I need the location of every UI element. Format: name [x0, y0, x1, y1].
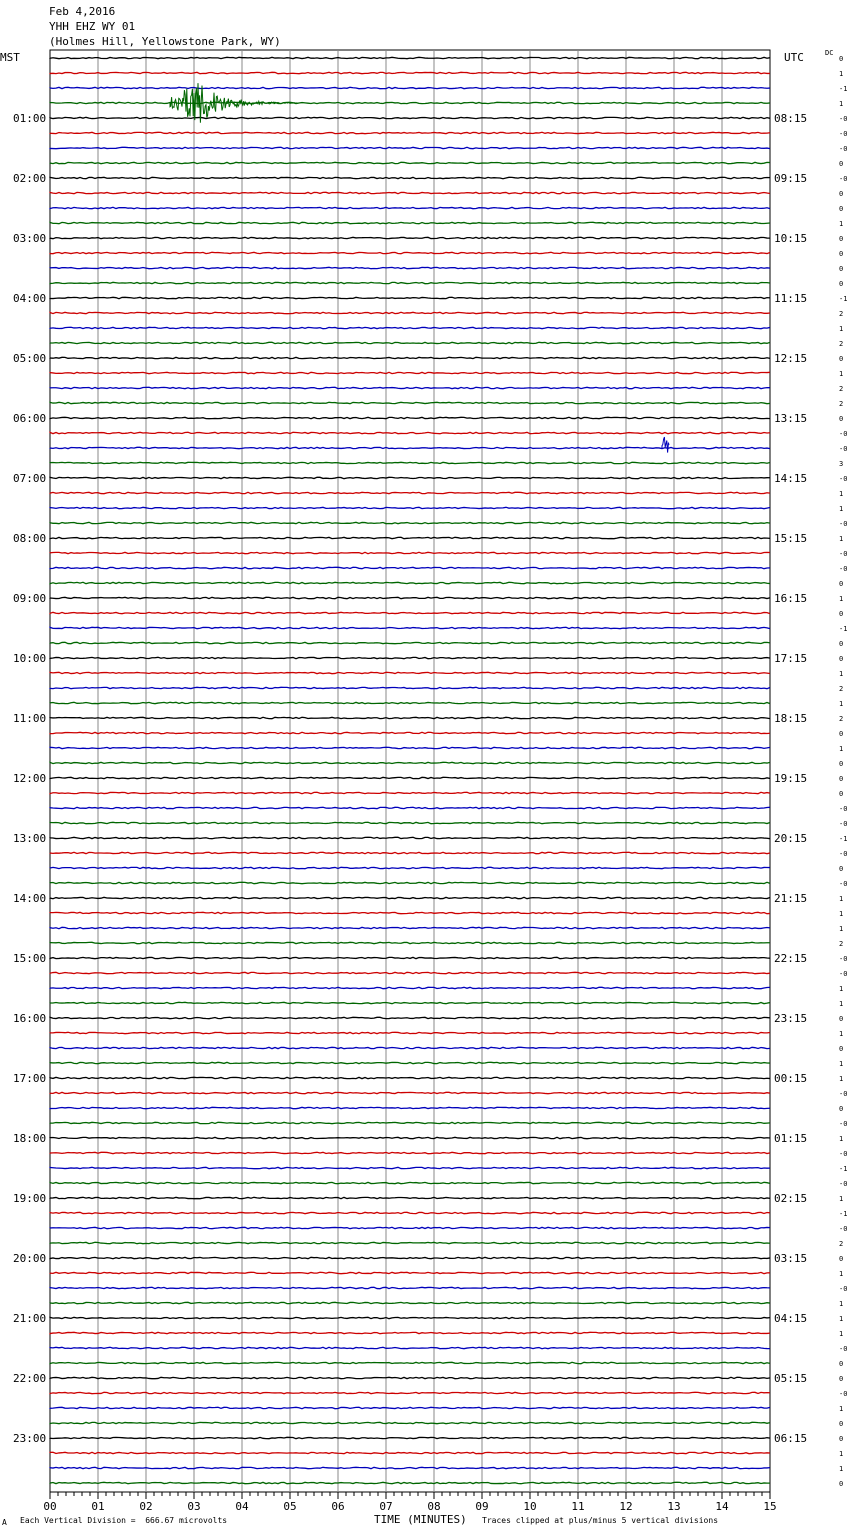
dc-offset-label: 2 — [839, 685, 844, 693]
dc-offset-label: 1 — [839, 925, 844, 933]
dc-offset-label: -1 — [839, 1210, 848, 1218]
dc-offset-label: 2 — [839, 1240, 844, 1248]
seismic-trace — [50, 1287, 770, 1288]
mst-hour-label: 16:00 — [13, 1012, 47, 1025]
dc-offset-label: 1 — [839, 1330, 844, 1338]
mst-hour-label: 09:00 — [13, 592, 47, 605]
dc-offset-label: -1 — [839, 835, 848, 843]
dc-offset-label: 0 — [839, 265, 844, 273]
x-tick-label: 15 — [763, 1500, 777, 1513]
seismic-trace — [50, 357, 770, 358]
dc-offset-label: 0 — [839, 235, 844, 243]
seismic-trace — [50, 1302, 770, 1303]
seismic-trace — [50, 1032, 770, 1033]
dc-offset-label: -0 — [839, 1120, 848, 1128]
dc-offset-label: 0 — [839, 580, 844, 588]
seismic-trace — [50, 987, 770, 988]
utc-hour-label: 19:15 — [774, 772, 808, 785]
seismic-trace — [50, 642, 770, 643]
seismic-trace — [50, 1437, 770, 1438]
seismic-trace — [50, 237, 770, 238]
dc-offset-label: 1 — [839, 670, 844, 678]
seismic-trace — [50, 327, 770, 328]
seismic-trace — [50, 1122, 770, 1123]
dc-offset-label: -0 — [839, 820, 848, 828]
dc-offset-label: 0 — [839, 355, 844, 363]
seismic-trace — [50, 282, 770, 283]
dc-offset-label: -0 — [839, 955, 848, 963]
seismic-trace — [50, 807, 770, 808]
dc-offset-label: 1 — [839, 535, 844, 543]
seismic-trace — [50, 1392, 770, 1393]
x-tick-label: 04 — [235, 1500, 249, 1513]
seismic-trace — [50, 567, 770, 568]
utc-hour-label: 11:15 — [774, 292, 808, 305]
x-axis-label: TIME (MINUTES) — [374, 1513, 467, 1526]
seismic-trace — [50, 492, 770, 493]
mst-hour-label: 07:00 — [13, 472, 47, 485]
seismic-trace — [50, 1482, 770, 1483]
seismic-event — [662, 437, 669, 453]
scale-note: Each Vertical Division = 666.67 microvolts — [20, 1516, 228, 1525]
seismic-trace — [50, 942, 770, 943]
dc-offset-label: 0 — [839, 280, 844, 288]
seismic-trace — [50, 417, 770, 418]
seismic-trace — [50, 1242, 770, 1243]
seismic-trace — [50, 1347, 770, 1348]
mst-hour-label: 06:00 — [13, 412, 47, 425]
mst-hour-label: 03:00 — [13, 232, 47, 245]
dc-offset-label: -1 — [839, 625, 848, 633]
seismic-trace — [50, 1047, 770, 1048]
seismic-trace — [50, 102, 770, 103]
seismic-trace — [50, 132, 770, 133]
dc-offset-label: 0 — [839, 55, 844, 63]
utc-hour-label: 10:15 — [774, 232, 808, 245]
dc-offset-label: 0 — [839, 1480, 844, 1488]
dc-offset-label: 0 — [839, 1105, 844, 1113]
seismic-trace — [50, 1182, 770, 1183]
dc-offset-label: -0 — [839, 115, 848, 123]
plot-frame — [50, 50, 770, 1492]
dc-offset-label: 1 — [839, 490, 844, 498]
seismic-trace — [50, 612, 770, 613]
dc-offset-label: 0 — [839, 1435, 844, 1443]
seismic-trace — [50, 87, 770, 88]
seismic-trace — [50, 267, 770, 268]
seismic-trace — [50, 432, 770, 433]
seismic-trace — [50, 1152, 770, 1153]
dc-offset-label: 1 — [839, 910, 844, 918]
x-tick-label: 12 — [619, 1500, 633, 1513]
seismic-trace — [50, 537, 770, 538]
seismic-trace — [50, 402, 770, 403]
utc-hour-label: 08:15 — [774, 112, 808, 125]
dc-offset-label: 0 — [839, 1420, 844, 1428]
seismic-trace — [50, 702, 770, 703]
dc-offset-label: 1 — [839, 1405, 844, 1413]
seismic-trace — [50, 192, 770, 193]
utc-hour-label: 13:15 — [774, 412, 808, 425]
x-tick-label: 02 — [139, 1500, 153, 1513]
mst-hour-label: 13:00 — [13, 832, 47, 845]
dc-offset-label: 0 — [839, 1015, 844, 1023]
seismic-trace — [50, 1137, 770, 1138]
dc-offset-label: 1 — [839, 325, 844, 333]
dc-offset-label: 0 — [839, 250, 844, 258]
seismic-trace — [50, 1407, 770, 1408]
mst-hour-label: 05:00 — [13, 352, 47, 365]
x-tick-label: 11 — [571, 1500, 585, 1513]
dc-offset-label: -1 — [839, 295, 848, 303]
x-tick-label: 14 — [715, 1500, 729, 1513]
footer-mark: A — [2, 1518, 7, 1527]
utc-hour-label: 22:15 — [774, 952, 808, 965]
dc-offset-label: -1 — [839, 85, 848, 93]
seismic-trace — [50, 1092, 770, 1093]
seismic-trace — [50, 747, 770, 748]
dc-offset-label: 0 — [839, 1255, 844, 1263]
seismic-trace — [50, 252, 770, 253]
dc-offset-label: 1 — [839, 70, 844, 78]
seismic-trace — [50, 1062, 770, 1063]
seismic-trace — [50, 312, 770, 313]
utc-hour-label: 06:15 — [774, 1432, 808, 1445]
seismic-trace — [50, 822, 770, 823]
seismic-trace — [50, 1362, 770, 1363]
dc-offset-label: 0 — [839, 865, 844, 873]
mst-hour-label: 15:00 — [13, 952, 47, 965]
mst-hour-label: 10:00 — [13, 652, 47, 665]
dc-offset-label: 1 — [839, 1300, 844, 1308]
dc-offset-label: 1 — [839, 700, 844, 708]
dc-offset-label: 1 — [839, 505, 844, 513]
seismic-trace — [50, 1017, 770, 1018]
seismic-trace — [50, 717, 770, 718]
x-tick-label: 05 — [283, 1500, 297, 1513]
mst-hour-label: 21:00 — [13, 1312, 47, 1325]
dc-offset-label: -0 — [839, 430, 848, 438]
seismic-trace — [50, 1317, 770, 1318]
seismic-trace — [50, 867, 770, 868]
dc-offset-label: -0 — [839, 1180, 848, 1188]
dc-offset-label: 0 — [839, 415, 844, 423]
mst-hour-label: 22:00 — [13, 1372, 47, 1385]
seismic-trace — [50, 1107, 770, 1108]
seismic-trace — [50, 657, 770, 658]
dc-offset-label: 2 — [839, 715, 844, 723]
seismic-trace — [50, 507, 770, 508]
seismic-trace — [50, 1257, 770, 1258]
utc-hour-label: 14:15 — [774, 472, 808, 485]
x-tick-label: 08 — [427, 1500, 441, 1513]
dc-offset-label: -0 — [839, 1345, 848, 1353]
x-tick-label: 06 — [331, 1500, 345, 1513]
x-tick-label: 10 — [523, 1500, 537, 1513]
seismic-trace — [50, 597, 770, 598]
dc-offset-label: 1 — [839, 985, 844, 993]
seismic-trace — [50, 852, 770, 853]
seismic-trace — [50, 732, 770, 733]
mst-hour-label: 02:00 — [13, 172, 47, 185]
seismic-trace — [50, 972, 770, 973]
x-tick-label: 03 — [187, 1500, 201, 1513]
dc-offset-label: 0 — [839, 1375, 844, 1383]
utc-hour-label: 17:15 — [774, 652, 808, 665]
seismic-trace — [50, 1332, 770, 1333]
dc-offset-label: -0 — [839, 1285, 848, 1293]
seismic-trace — [50, 57, 770, 58]
dc-offset-label: 3 — [839, 460, 844, 468]
clip-note: Traces clipped at plus/minus 5 vertical divisions — [482, 1516, 719, 1525]
seismic-trace — [50, 207, 770, 208]
header-location: (Holmes Hill, Yellowstone Park, WY) — [49, 35, 281, 48]
dc-offset-label: -0 — [839, 565, 848, 573]
dc-offset-label: 1 — [839, 1060, 844, 1068]
dc-offset-label: -0 — [839, 130, 848, 138]
dc-offset-label: 0 — [839, 790, 844, 798]
utc-hour-label: 01:15 — [774, 1132, 808, 1145]
dc-offset-label: 1 — [839, 1000, 844, 1008]
dc-offset-label: -0 — [839, 1090, 848, 1098]
dc-offset-label: 0 — [839, 190, 844, 198]
dc-offset-label: 1 — [839, 1315, 844, 1323]
seismic-trace — [50, 372, 770, 373]
utc-hour-label: 00:15 — [774, 1072, 808, 1085]
seismic-trace — [50, 1212, 770, 1213]
dc-offset-label: 0 — [839, 160, 844, 168]
dc-offset-label: -0 — [839, 145, 848, 153]
seismic-trace — [50, 72, 770, 73]
utc-hour-label: 03:15 — [774, 1252, 808, 1265]
dc-offset-label: 0 — [839, 640, 844, 648]
dc-offset-label: 0 — [839, 730, 844, 738]
dc-offset-label: -0 — [839, 1225, 848, 1233]
mst-hour-label: 18:00 — [13, 1132, 47, 1145]
seismic-trace — [50, 897, 770, 898]
seismic-trace — [50, 162, 770, 163]
right-axis-title: UTC — [784, 51, 804, 64]
mst-hour-label: 20:00 — [13, 1252, 47, 1265]
dc-offset-label: 0 — [839, 760, 844, 768]
x-tick-label: 01 — [91, 1500, 105, 1513]
dc-offset-label: -0 — [839, 475, 848, 483]
dc-offset-label: 1 — [839, 895, 844, 903]
dc-offset-label: -0 — [839, 520, 848, 528]
dc-offset-label: 2 — [839, 940, 844, 948]
mst-hour-label: 12:00 — [13, 772, 47, 785]
seismic-trace — [50, 957, 770, 958]
utc-hour-label: 09:15 — [774, 172, 808, 185]
dc-offset-label: 1 — [839, 595, 844, 603]
dc-offset-label: -0 — [839, 1390, 848, 1398]
dc-offset-label: 0 — [839, 205, 844, 213]
mst-hour-label: 23:00 — [13, 1432, 47, 1445]
mst-hour-label: 19:00 — [13, 1192, 47, 1205]
dc-offset-label: 0 — [839, 775, 844, 783]
seismic-trace — [50, 687, 770, 688]
utc-hour-label: 12:15 — [774, 352, 808, 365]
dc-offset-label: 1 — [839, 100, 844, 108]
seismic-trace — [50, 222, 770, 223]
dc-offset-label: 1 — [839, 370, 844, 378]
dc-title: DC — [825, 49, 834, 57]
header-station: YHH EHZ WY 01 — [49, 20, 136, 33]
utc-hour-label: 23:15 — [774, 1012, 808, 1025]
dc-offset-label: 1 — [839, 1030, 844, 1038]
dc-offset-label: -0 — [839, 1150, 848, 1158]
dc-offset-label: 2 — [839, 310, 844, 318]
x-tick-label: 09 — [475, 1500, 489, 1513]
mst-hour-label: 04:00 — [13, 292, 47, 305]
x-tick-label: 13 — [667, 1500, 681, 1513]
dc-offset-label: 0 — [839, 1045, 844, 1053]
seismic-trace — [50, 297, 770, 298]
utc-hour-label: 15:15 — [774, 532, 808, 545]
dc-offset-label: 0 — [839, 610, 844, 618]
dc-offset-label: 2 — [839, 400, 844, 408]
utc-hour-label: 02:15 — [774, 1192, 808, 1205]
seismic-trace — [50, 582, 770, 583]
dc-offset-label: -0 — [839, 175, 848, 183]
dc-offset-label: 1 — [839, 1450, 844, 1458]
seismic-trace — [50, 522, 770, 523]
dc-offset-label: -0 — [839, 445, 848, 453]
mst-hour-label: 08:00 — [13, 532, 47, 545]
utc-hour-label: 20:15 — [774, 832, 808, 845]
seismic-trace — [50, 552, 770, 553]
seismic-trace — [50, 1467, 770, 1468]
seismic-trace — [50, 117, 770, 118]
seismic-trace — [50, 177, 770, 178]
seismic-trace — [50, 1167, 770, 1168]
utc-hour-label: 21:15 — [774, 892, 808, 905]
header-date: Feb 4,2016 — [49, 5, 116, 18]
dc-offset-label: -0 — [839, 805, 848, 813]
mst-hour-label: 14:00 — [13, 892, 47, 905]
dc-offset-label: 2 — [839, 340, 844, 348]
mst-hour-label: 11:00 — [13, 712, 47, 725]
seismic-trace — [50, 777, 770, 778]
seismic-trace — [50, 1227, 770, 1228]
utc-hour-label: 16:15 — [774, 592, 808, 605]
seismic-trace — [50, 1002, 770, 1003]
dc-offset-label: 1 — [839, 1195, 844, 1203]
dc-offset-label: 0 — [839, 1360, 844, 1368]
utc-hour-label: 04:15 — [774, 1312, 808, 1325]
seismic-trace — [50, 387, 770, 388]
dc-offset-label: -0 — [839, 850, 848, 858]
dc-offset-label: 1 — [839, 220, 844, 228]
seismic-trace — [50, 1077, 770, 1078]
seismic-trace — [50, 792, 770, 793]
dc-offset-label: -0 — [839, 970, 848, 978]
seismic-trace — [50, 1272, 770, 1273]
dc-offset-label: 1 — [839, 1075, 844, 1083]
seismic-trace — [50, 882, 770, 883]
utc-hour-label: 05:15 — [774, 1372, 808, 1385]
left-axis-title: MST — [0, 51, 20, 64]
dc-offset-label: 2 — [839, 385, 844, 393]
seismic-trace — [50, 462, 770, 463]
dc-offset-label: 1 — [839, 745, 844, 753]
dc-offset-label: 0 — [839, 655, 844, 663]
seismic-trace — [50, 672, 770, 673]
seismic-trace — [50, 1452, 770, 1453]
dc-offset-label: 1 — [839, 1465, 844, 1473]
seismic-trace — [50, 342, 770, 343]
seismic-trace — [50, 912, 770, 913]
seismic-trace — [50, 1197, 770, 1198]
dc-offset-label: 1 — [839, 1270, 844, 1278]
dc-offset-label: 1 — [839, 1135, 844, 1143]
seismic-trace — [50, 627, 770, 628]
mst-hour-label: 17:00 — [13, 1072, 47, 1085]
x-tick-label: 07 — [379, 1500, 393, 1513]
dc-offset-label: -1 — [839, 1165, 848, 1173]
seismic-trace — [50, 147, 770, 148]
seismic-trace — [50, 1377, 770, 1378]
seismic-trace — [50, 477, 770, 478]
seismic-trace — [50, 762, 770, 763]
seismic-trace — [50, 927, 770, 928]
mst-hour-label: 01:00 — [13, 112, 47, 125]
utc-hour-label: 18:15 — [774, 712, 808, 725]
dc-offset-label: -0 — [839, 550, 848, 558]
dc-offset-label: -0 — [839, 880, 848, 888]
x-tick-label: 00 — [43, 1500, 57, 1513]
seismic-trace — [50, 837, 770, 838]
seismic-trace — [50, 1422, 770, 1423]
